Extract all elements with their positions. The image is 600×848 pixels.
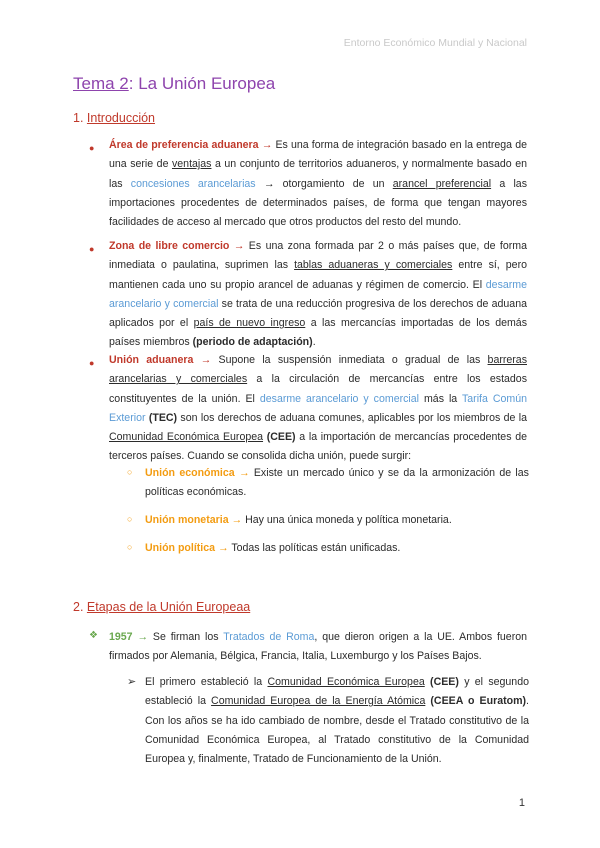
term: Unión monetaria → (145, 514, 243, 526)
text: , que dieron origen a la UE. Ambos fueron firmados por Alemania, Bélgica, Francia, Italia, Luxemburgo y los Países Bajos. (109, 631, 528, 663)
text: . Con los años se ha ido cambiado de nombre, desde el Tratado constitutivo de la Comunidad Económica Europea, al Tratado constitutivo de la Comunidad Europea y, finalmente, Tratado de Funcionamiento de la Unión. (145, 695, 529, 766)
text: Supone la suspensión inmediata o gradual de las (211, 354, 488, 366)
highlight-text: concesiones arancelarias (130, 177, 256, 190)
circle-bullet-icon: ○ (127, 467, 133, 477)
bold-text: (CEE) (430, 676, 459, 688)
text: a la circulación de mercancías entre los estados constituyentes de la unión. El (109, 373, 527, 405)
text: se trata de una reducción progresiva de los derechos de aduana aplicados por el (109, 297, 527, 330)
arrow-bullet-icon: ➢ (127, 676, 137, 688)
sub-item-union-monetaria (145, 511, 529, 530)
page-number: 1 (518, 797, 525, 809)
text: a las importaciones procedentes de determinados países, de forma que tengan mayores facilidades de acceso al mercado que otros productos del resto del mundo. (109, 177, 527, 229)
page-title (73, 74, 275, 94)
underlined-text: Comunidad Europea de la Energía Atómica (211, 695, 426, 708)
text: . (312, 336, 316, 349)
paragraph-tratados-detalle (145, 673, 529, 769)
diamond-bullet-icon: ❖ (89, 630, 98, 641)
underlined-text: ventajas (171, 158, 212, 171)
paragraph-area-preferencia (109, 136, 527, 232)
highlight-text: desarme arancelario y comercial (109, 278, 527, 310)
underlined-text: barreras arancelarias y comerciales (109, 354, 527, 386)
text: Todas las políticas están unificadas. (228, 542, 401, 554)
text: → otorgamiento de un (255, 177, 393, 190)
term: Zona de libre comercio → (109, 240, 245, 252)
term: Unión económica → (145, 467, 250, 479)
underlined-text: tablas aduaneras y comerciales (294, 259, 453, 272)
circle-bullet-icon: ○ (127, 542, 133, 552)
term: Unión política → (145, 542, 229, 554)
bold-text: (periodo de adaptación) (192, 336, 313, 349)
text: son los derechos de aduana comunes, aplicables por los miembros de la (177, 411, 527, 424)
text: Existe un mercado único y se da la armonización de las políticas económicas. (145, 467, 529, 499)
text: Hay una única moneda y política monetaria. (242, 514, 452, 526)
term: Unión aduanera → (109, 354, 212, 366)
bullet-icon: ● (89, 143, 95, 153)
highlight-text: Tarifa Común Exterior (109, 392, 528, 424)
underlined-text: Comunidad Económica Europea (267, 676, 425, 688)
bullet-icon: ● (89, 358, 95, 368)
section-title: Etapas de la Unión Europeaa (86, 600, 251, 614)
highlight-text: Tratados de Roma (223, 631, 315, 643)
section-title: Introducción (86, 111, 156, 125)
underlined-text: país de nuevo ingreso (193, 317, 306, 330)
bold-text: (CEEA o Euratom) (430, 695, 527, 708)
running-header: Entorno Económico Mundial y Nacional (343, 37, 527, 49)
text: Es una forma de integración basado en la entrega de una serie de (109, 139, 527, 171)
sub-item-union-politica (145, 539, 529, 558)
text: más la (419, 392, 462, 405)
text: entre sí, pero mantienen cada uno su propio arancel de aduanas y régimen de comercio. El (109, 259, 527, 291)
section-heading-introduccion (73, 111, 155, 125)
text: a un conjunto de territorios aduaneros, y normalmente basado en las (109, 158, 527, 190)
underlined-text: arancel preferencial (392, 177, 492, 190)
bold-text: (CEE) (266, 431, 296, 444)
highlight-text: desarme arancelario y comercial (259, 392, 420, 405)
section-number: 1. (73, 111, 87, 125)
paragraph-zona-libre-comercio (109, 237, 527, 353)
text: a las mercancías importadas de los demás países miembros (109, 317, 527, 349)
underlined-text: Comunidad Económica Europea (109, 431, 264, 444)
bullet-icon: ● (89, 244, 95, 254)
paragraph-1957 (109, 628, 527, 667)
paragraph-union-aduanera (109, 351, 527, 467)
term: Área de preferencia aduanera → (109, 139, 273, 151)
circle-bullet-icon: ○ (127, 514, 133, 524)
section-number: 2. (73, 600, 87, 614)
text: Se firman los (148, 631, 224, 643)
text: y el segundo estableció la (145, 676, 529, 708)
term: 1957 → (109, 631, 149, 643)
text: a la importación de mercancías procedentes de terceros países. Cuando se consolida dicha unión, puede surgir: (109, 431, 527, 463)
bold-text: (TEC) (148, 411, 178, 424)
title-text: : La Unión Europea (128, 74, 276, 93)
text: El primero estableció la (145, 676, 268, 688)
sub-item-union-economica (145, 464, 529, 503)
text: Es una zona formada par 2 o más países que, de forma inmediata o paulatina, suprimen las (109, 240, 527, 272)
section-heading-etapas (73, 600, 250, 614)
title-number: Tema 2 (73, 74, 129, 93)
